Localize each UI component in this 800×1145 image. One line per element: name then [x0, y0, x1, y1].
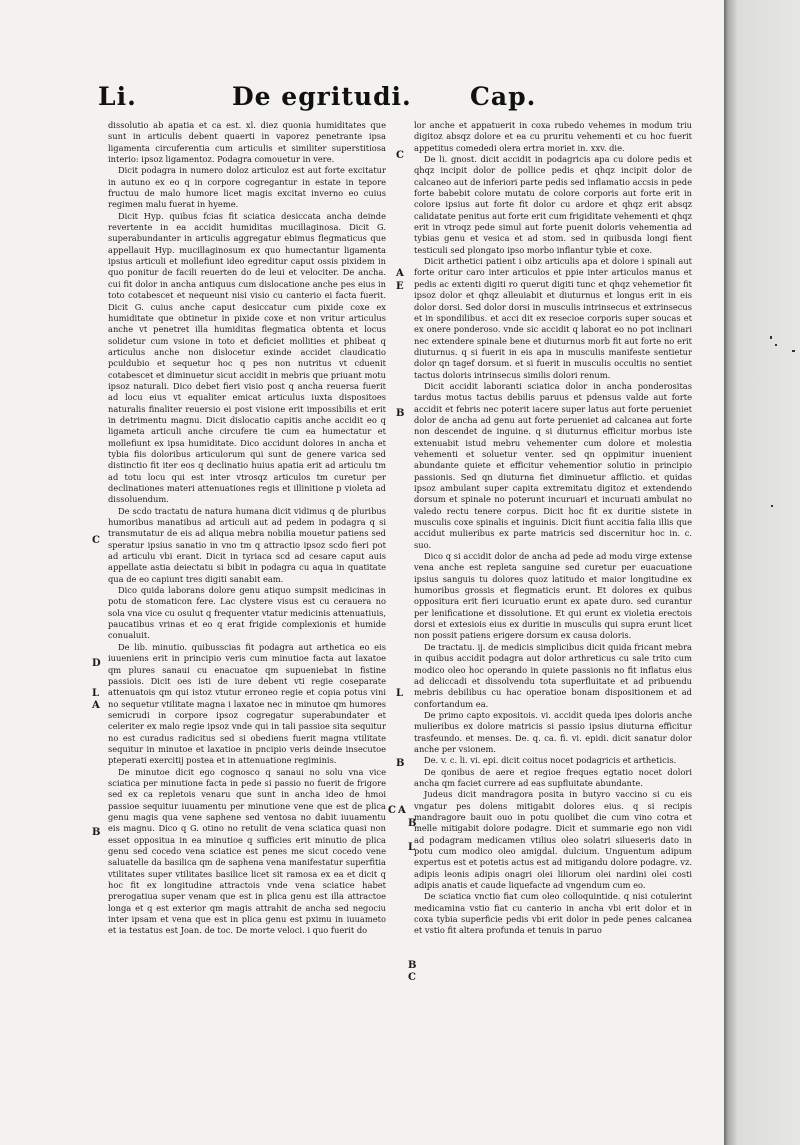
margin-letter: C	[388, 805, 396, 816]
paragraph: Dicit arthetici patient i oibz articulis apa et dolore i spinali aut forte oritur caro inter articulos et ppie inter articulos manus et pedis ac extenti digiti ro querut digiti tunc et qhqz vehemetior fit ipsoz dolor et qhqz alleuiabit et diuturnus et longus erit in eis dolor dorsi. Sed dolor dorsi in musculis intrinsecus et extrinsecus et in spondilibus. et acci dit ex resecioe corporis super soucas et ex onere ponderoso. vnde sic accidit q laborat eo no pot inclinari nec extendere spinale bene et diuturnus morb fit aut forte no erit diuturnus. q si fuerit in eis apa in musculis manifeste sentietur dolor qn tagef dorsum. et si fuerit in musculis occultis no sentiet tactus doloris intrinsecus similis dolori renum.	[414, 256, 692, 380]
margin-letter: B	[396, 758, 405, 769]
paragraph: De tractatu. ij. de medicis simplicibus dicit quida fricant mebra in quibus accidit podagra aut dolor arthreticus cu sale trito cum modico oleo hoc operando in quiete passionis no fit inflatus eius ad deliccadi et dissolvendu tota superfluitate et ad pribuendu mebris debilibus cu hac operatioe bonam dispositionem et ad confortandum ea.	[414, 641, 692, 709]
paragraph: Dicit Hyp. quibus fcias fit sciatica desiccata ancha deinde revertente in ea accidit humiditas mucillaginosa. Dicit G. superabundanter in articulis aggregatur ebimus flegmaticus que appellauit Hyp. mucillaginosum ex quo humectantur ligamenta ipsius articuli et mollefiunt ideo egreditur caput ossis pixidem in quo ponitur de facili reuerten do de leui et velociter. De ancha. cui fit dolor in ancha antiquus cum dislocatione anche pes eius in toto cotabescet et nequeunt nisi visio cu canterio ei facta fuerit. Dicit G. cuius anche caput desiccatur cum pixide coxe ex humiditate que obtinetur in pixide coxe et non vritur articulus anche vt penetret illa humiditas flegmatica obtenta et locus solidetur cum vsione in toto et deficiet mollities et phibeat q articulus anche non dislocetur exinde accidet claudicatio pculdubio et sequetur hoc q pes non nutritus vt cduenit cotabescet et diminuetur sicut accidit in mebris que priuant motu ipsoz naturali. Dico debet fieri visio post q ancha reuersa fuerit ad locu eius vt equaliter emicat articulus iuxta dispositoes naturalis finaliter reuersio ei post visione erit impossibilis et erit in detrimentu magnu. Dicit dislocatio capitis anche accidit eo q ligameta articuli anche circufere tie cum ea humectatur et mollefiunt ex ipsa humiditate. Dico accidunt dolores in ancha et tybia fiis doloribus articulorum qui sunt de genere varica sed distinctio fit iter eos q declinatio huius apatia erit ad articulu tm ad totu locu qui est inter vtrosqz articulos tm curetur per declinationes materi attenuationes regis et illinitione p violeta ad dissoluendum.	[108, 210, 386, 505]
paragraph: dissolutio ab apatia et ca est. xl. diez quonia humiditates que sunt in articulis debent quaerti in vaporez penetrante ipsa ligamenta circuferentia cum articulis et similiter superstitiosa interio: ipsoz ligamentoz. Podagra comouetur in vere.	[108, 120, 386, 165]
paragraph: lor anche et appatuerit in coxa rubedo vehemes in modum triu digitoz absqz dolore et ea cu pruritu vehementi et cu hoc fuerit appetitus comededi olera ertra moriet in. xxv. die.	[414, 120, 692, 153]
margin-letter: B	[396, 408, 405, 419]
paragraph: De qonibus de aere et regioe freques egtatio nocet dolori ancha qm faciet currere ad eas supfluitate abundante.	[414, 766, 692, 788]
running-head-left: De egritudi.	[232, 82, 412, 111]
paragraph: De sciatica vnctio fiat cum oleo colloquintide. q nisi cotulerint medicamina vstio fiat cu canterio in ancha vbi erit dolor et in coxa tybia superficie pedis vbi erit dolor in pede penes calcanea et vstio fit altera profunda et tenuis in paruo	[414, 891, 692, 936]
margin-letter: C	[92, 535, 100, 546]
chapter-numeral: Li.	[98, 82, 137, 111]
margin-letter: B	[408, 960, 417, 971]
paragraph: De scdo tractatu de natura humana dicit vidimus q de pluribus humoribus manatibus ad articuli aut ad pedem in podagra q si transmutatur de eis ad aliqua mebra nobilia mouetur patiens sed speratur ipsius sanatio in vno tm q attractio ipsoz scdo fieri pot ad articulu vbi erant. Dicit in tyriaca scd ad cesare caput auis appellate astia deiectatu si bibit in podagra cu aqua in quatitate qua de eo capiunt tres digiti sanabit eam.	[108, 505, 386, 584]
paragraph: De li. gnost. dicit accidit in podagricis apa cu dolore pedis et qhqz incipit dolor de pollice pedis et qhqz incipit dolor de calcaneo aut de inferiori parte pedis sed inflamatio accsis in pede forte babebit colore mutatu de colore corporis aut forte erit in colore ipsius aut forte fit dolor cu ardore et qhqz erit absqz calidatate penitus aut forte erit cum frigiditate vehementi et qhqz erit in vtroqz pede simul aut forte puenit doloris vehementia ad tybias genu et vesica et ad stom. sed in quibusda longi fient testiculi sed plongato ipso morbo inflantur tybie et coxe.	[414, 154, 692, 255]
scan-speck	[775, 344, 777, 346]
margin-letter: C	[408, 972, 416, 983]
running-head-right: Cap.	[470, 82, 537, 111]
margin-letter: A	[92, 700, 100, 711]
scan-speck	[771, 505, 773, 507]
text-column-left	[108, 120, 386, 1010]
page-gutter-shadow	[724, 0, 800, 1145]
paragraph: De. v. c. li. vi. epi. dicit coitus nocet podagricis et artheticis.	[424, 755, 677, 766]
paragraph: Dico q si accidit dolor de ancha ad pede ad modu virge extense vena anche est repleta sanguine sed curetur per euacuatione ipsius sanguis tu dolores quoz latitudo et maior longitudine ex humoribus grossis et flegmaticis erunt. Et dolores ex quibus oppositura erit fieri icuruatio erunt ex apate duro. sed curantur per lenificatione et dissolutione. Et qui erunt ex violetia erectois dorsi et extesiois eius ex duritie in musculis qui supra erunt licet non possit patiens erigere dorsum ex causa doloris.	[414, 551, 692, 641]
scan-speck	[770, 336, 772, 339]
margin-letter: L	[396, 688, 404, 699]
text-column-right	[414, 120, 692, 1010]
margin-letter: E	[396, 281, 404, 292]
paragraph: De primo capto expositois. vi. accidit queda ipes doloris anche mulieribus ex dolore matricis si passio ipsius diuturna efficitur trasfeundo. et menses. De. q. ca. fi. vi. epidi. dicit sanatur dolor anche per vsionem.	[414, 709, 692, 754]
paragraph: De lib. minutio. quibusscias fit podagra aut arthetica eo eis iuueniens erit in principio veris cum minutioe facta aut laxatoe qm plures sanaui cu enacuatoe qm supueniebat in fistine passiois. Dicit oes isti de iure debent vti regie coseparate attenuatois qm qui istoz vtutur erroneo regie et copia potus vini no sequetur vtilitate magna i laxatoe nec in minutoe qm humores semicrudi in corpore ipsoz cogregatur superabundater et celeriter ex malo regie ipsoz vnde qui in tali passioe sita sequitur no est curadus radicitus sed si obediens fuerit magna vtilitate sequitur in minutoe et laxatioe in pncipio veris deinde insecutoe pteperati exercitij postea et in attenuatione regiminis.	[108, 641, 386, 766]
paragraph: Dicit podagra in numero doloz articuloz est aut forte excitatur in autuno ex eo q in corpore cogregantur in estate in tepore fructuu de malo humore licet magis excitat inverno eo cuius regimen malu fuerat in hyeme.	[108, 165, 386, 210]
margin-letter: L	[92, 688, 100, 699]
paragraph: Judeus dicit mandragora posita in butyro vaccino si cu eis vngatur pes dolens mitigabit dolores eius. q si recipis mandragore bauit ouo in potu quolibet die cum vino cotra et melle mitigabit dolore podagre. Dicit et summarie ego non vidi ad podagram medicamen vtilius oleo solatri silueseris dato in potu cum modico oleo amigdal. dulcium. Unguentum adipum expertus est et potetis actus est ad mitigandu dolore podagre. vz. adipis leonis adipis onagri olei liliorum olei nardini olei costi adipis anatis et caude liquefacte ad vngendum cum eo.	[414, 789, 692, 891]
paragraph: De minutoe dicit ego cognosco q sanaui no solu vna vice sciatica per minutione facta in pede si passio no fuerit de frigore sed ex ca repletois venaru que sunt in ancha ideo de hmoi passioe sequitur iuuamentu per minutione vene que est de plica genu magis qua vene saphene sed ventosa no dabit iuuamentu eis magnu. Dico q G. otino no retulit de vena sciatica quasi non esset oppositua in ea minutioe q sufficies erit minutio de plica genu sed cocedo vena sciatice est penes me sicut cocedo vene saluatelle da basilica qm de saphena vena manifestatur superfitia vtilitates super vtilitates basilice licet sit ramosa ex ea et dicit q hoc fit ex longitudine attractois vnde vena sciatice habet prerogatiua super venam que est in plica genu est illa attractoe longa et q est exterior qm magis attrahit de ancha sed negociu inter ipsam et vena que est in plica genu est pximu in iuuameto et ia testatus est Joan. de toc. De morte veloci. i quo fuerit do	[108, 766, 386, 936]
margin-letter: L	[408, 842, 416, 853]
margin-letter: A	[398, 805, 406, 816]
paragraph: Dicit accidit laboranti sciatica dolor in ancha ponderositas tardus motus tactus debilis paruus et pdensus valde aut forte accidit et febris nec poterit iacere super latus aut forte perueniet dolor de ancha ad genu aut forte perueniet ad calcanea aut forte non descendet de inguine. q si diuturnus efficitur morbus iste extenuabit istud mebru vehementer cum dolore et molestia vehementi et soluetur venter. sed qn oppimitur inuenient abundante quiete et efficitur vehementior solutio in principio passionis. Sed qn diuturna fiet diminuetur afflictio. et quidas ipsoz ambulant super capita extremitatu digitoz et extendendo dorsum et spinale no poterunt incuruari et incuruati ambulat no valedo rectu tenere corpus. Dicit hoc fit ex duritie sistete in musculis coxe spinalis et inguinis. Dicit fiunt accitia falia illis que accidut mulieribus ex parte matricis sed discernitur hoc in. c. suo.	[414, 380, 692, 550]
margin-letter: A	[396, 268, 404, 279]
margin-letter: B	[92, 827, 101, 838]
paragraph: Dico quida laborans dolore genu atiquo sumpsit medicinas in potu de stomaticon fere. Lac clystere visus est cu cerauera no sola vna vice cu osulut q frequenter vtatur medicinis attenuatiuis, paucatibus vrinas et eo q erat frigide complexionis et humide conualuit.	[108, 585, 386, 641]
margin-letter: B	[408, 818, 417, 829]
scan-speck	[792, 350, 795, 352]
margin-letter: C	[396, 150, 404, 161]
margin-letter: D	[92, 658, 101, 669]
